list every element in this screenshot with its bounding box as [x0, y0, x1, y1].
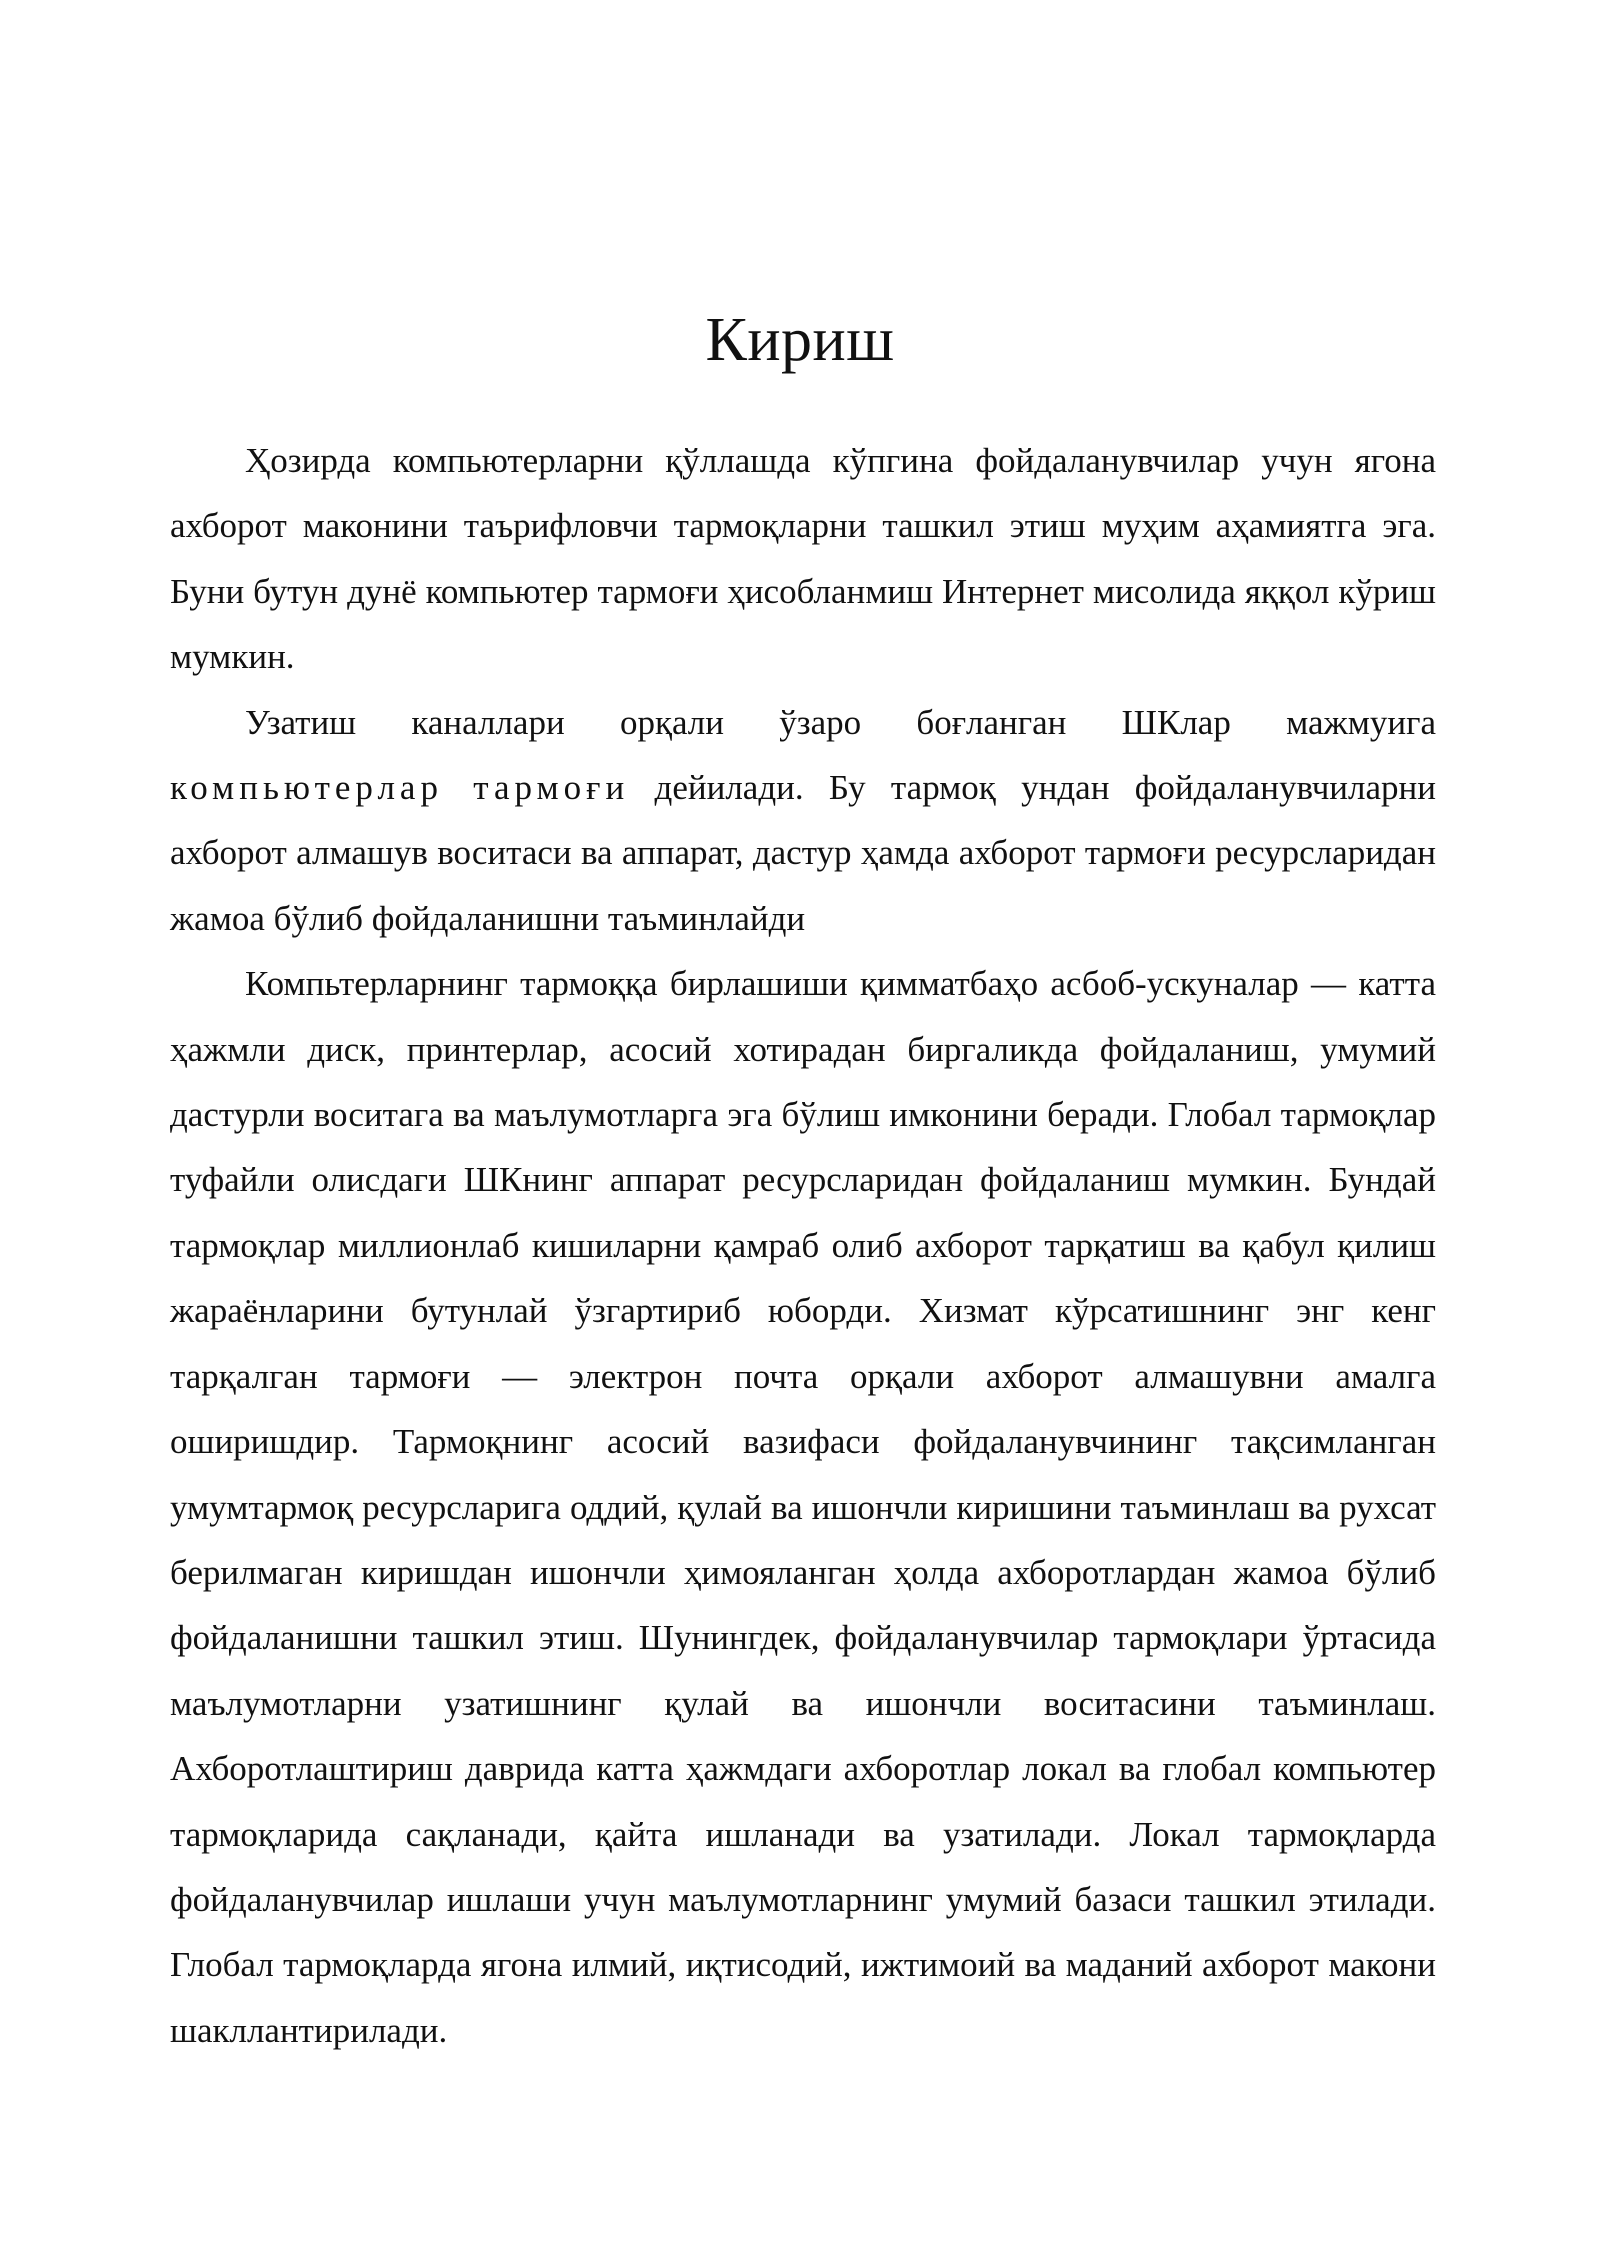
- term-computer-networks: компьютерлар тармоғи: [170, 768, 630, 808]
- paragraph-2-rest: дейилади. Бу тармоқ ундан фойдаланувчиларни ахборот алмашув воситаси ва аппарат, дастур ҳамда ахборот тармоғи ресурсларидан жамоа бўлиб фойдаланишни таъминлайди: [170, 768, 1436, 938]
- paragraph-3: Компьтерларнинг тармоққа бирлашиши қимматбаҳо асбоб-ускуналар — катта ҳажмли диск, принтерлар, асосий хотирадан биргаликда фойдаланиш, умумий дастурли воситага ва маълумотларга эга бўлиш имконини беради. Глобал тармоқлар туфайли олисдаги ШКнинг аппарат ресурсларидан фойдаланиш мумкин. Бундай тармоқлар миллионлаб кишиларни қамраб олиб ахборот тарқатиш ва қабул қилиш жараёнларини бутунлай ўзгартириб юборди. Хизмат кўрсатишнинг энг кенг тарқалган тармоғи — электрон почта орқали ахборот алмашувни амалга оширишдир. Тармоқнинг асосий вазифаси фойдаланувчининг тақсимланган умумтармоқ ресурсларига оддий, қулай ва ишончли киришини таъминлаш ва рухсат берилмаган киришдан ишончли ҳимояланган ҳолда ахборотлардан жамоа бўлиб фойдаланишни ташкил этиш. Шунингдек, фойдаланувчилар тармоқлари ўртасида маълумотларни узатишнинг қулай ва ишончли воситасини таъминлаш. Ахборотлаштириш даврида катта ҳажмдаги ахборотлар локал ва глобал компьютер тармоқларида сақланади, қайта ишланади ва узатилади. Локал тармоқларда фойдаланувчилар ишлаши учун маълумотларнинг умумий базаси ташкил этилади. Глобал тармоқларда ягона илмий, иқтисодий, ижтимоий ва маданий ахборот макони шакллантирилади.: [170, 964, 1436, 2050]
- page-title: Кириш: [705, 306, 895, 374]
- paragraph-2: [170, 690, 1436, 952]
- body-text: [170, 428, 1436, 2063]
- paragraph-1: Ҳозирда компьютерларни қўллашда кўпгина фойдаланувчилар учун ягона ахборот маконини таърифловчи тармоқларни ташкил этиш муҳим аҳамиятга эга. Буни бутун дунё компьютер тармоғи ҳисобланмиш Интернет мисолида яққол кўриш мумкин.: [170, 441, 1436, 677]
- paragraph-2-lead: Узатиш каналлари орқали ўзаро боғланган ШКлар мажмуига: [245, 702, 1436, 742]
